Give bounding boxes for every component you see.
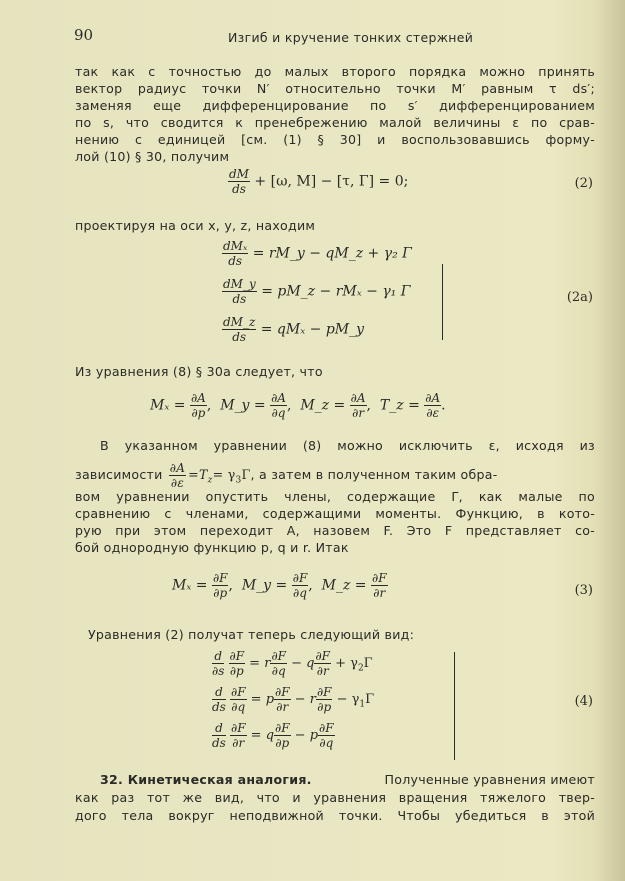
text-line: как раз тот же вид, что и уравнения вращения тяжелого твер-	[75, 790, 595, 805]
equation-2: $\frac{dM}{ds}$ + [ω, M] − [τ, Γ] = 0;	[229, 167, 409, 196]
page-number: 90	[74, 26, 94, 44]
text-line: так как с точностью до малых второго порядка можно принять	[75, 64, 595, 79]
text-line: заменяя еще дифференцирование по s′ дифференцированием	[75, 98, 595, 113]
text-line-with-formula: зависимости $\frac{\partial A}{\partial\varepsilon}$ $=T_z= \gamma_3\Gamma$, а затем в полученном таким обра-	[75, 461, 498, 490]
text-line: проектируя на оси x, y, z, находим	[75, 218, 316, 233]
equation-row: $\frac{d}{ds}$ $\frac{\partial F}{\partial r}$ = q $\frac{\partial F}{\partial p}$ − p $\frac{\partial F}{\partial q}$	[212, 721, 334, 750]
text-line: В указанном уравнении (8) можно исключить ε, исходя из	[100, 438, 595, 453]
equation-3: Mₓ = $\frac{\partial F}{\partial p}$ , M_y = $\frac{\partial F}{\partial q}$ , M_z = $\frac{\partial F}{\partial r}$	[172, 571, 387, 600]
equation-row: $\frac{d}{\partial s}$ $\frac{\partial F}{\partial p}$ = r $\frac{\partial F}{\partial q}$ − q $\frac{\partial F}{\partial r}$ + $\gamma_2\Gamma$	[212, 649, 373, 678]
system-bracket	[454, 652, 455, 760]
equation-row: $\frac{\text{dMₓ}}{ds}$ = rM_y − qM_z + γ₂ Γ	[223, 239, 412, 268]
section-first-line: 32. Кинетическая аналогия. Полученные уравнения имеют	[100, 772, 595, 787]
equation-label: (2)	[574, 176, 593, 191]
system-bracket	[442, 264, 443, 340]
equation-row: $\frac{dM\_y}{ds}$ = pM_z − rMₓ − γ₁ Γ	[223, 277, 411, 306]
text-line: нению с единицей [см. (1) § 30] и воспользовавшись форму-	[75, 132, 595, 147]
text-line: вектор радиус точки N′ относительно точки M′ равным τ ds′;	[75, 81, 595, 96]
fraction: $\frac{dM}{ds}$	[229, 167, 249, 196]
equation-label: (4)	[574, 694, 593, 709]
text-line: вом уравнении опустить члены, содержащие Γ, как малые по	[75, 489, 595, 504]
text-line: бой однородную функцию p, q и r. Итак	[75, 540, 349, 555]
equation-row: $\frac{d}{ds}$ $\frac{\partial F}{\partial q}$ = p $\frac{\partial F}{\partial r}$ − r $\frac{\partial F}{\partial p}$ − $\gamma_1\Gamma$	[212, 685, 375, 714]
text-line: по s, что сводится к пренебрежению малой величины ε по срав-	[75, 115, 595, 130]
text-line: Из уравнения (8) § 30а следует, что	[75, 364, 323, 379]
section-heading: 32. Кинетическая аналогия.	[100, 772, 312, 787]
running-title: Изгиб и кручение тонких стержней	[228, 30, 474, 45]
text-line: рую при этом переходит A, назовем F. Это F представляет со-	[75, 523, 595, 538]
equation-label: (2a)	[566, 290, 593, 305]
text-line: Уравнения (2) получат теперь следующий вид:	[88, 627, 415, 642]
equation-partials-A: Mₓ = $\frac{\partial A}{\partial p}$ , M_y = $\frac{\partial A}{\partial q}$ , M_z = $\frac{\partial A}{\partial r}$ , T_z = $\frac{\partial A}{\partial\varepsilon}$ .	[150, 391, 446, 420]
text-line: сравнению с членами, содержащими моменты. Функцию, в кото-	[75, 506, 595, 521]
text-line: лой (10) § 30, получим	[75, 149, 230, 164]
equation-label: (3)	[574, 583, 593, 598]
text-line: дого тела вокруг неподвижной точки. Чтобы убедиться в этой	[75, 808, 595, 823]
equation-row: $\frac{dM\_z}{ds}$ = qMₓ − pM_y	[223, 315, 365, 344]
